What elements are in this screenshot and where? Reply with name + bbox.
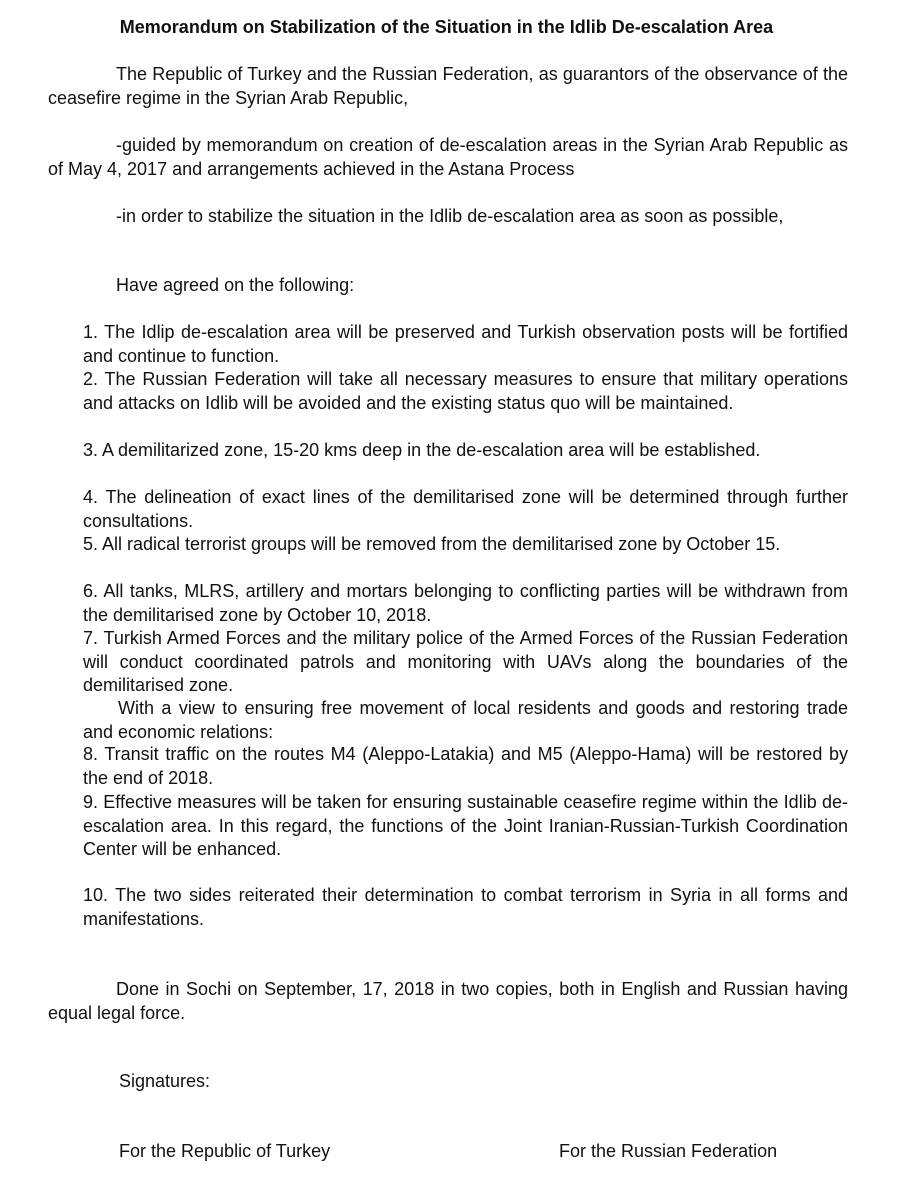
- list-item-6: 6. All tanks, MLRS, artillery and mortars belonging to conflicting parties will be withdrawn from the demilitarised zone by October 10, 2018.: [83, 581, 848, 625]
- signatory-turkey: For the Republic of Turkey: [119, 1141, 331, 1161]
- preamble-parties: The Republic of Turkey and the Russian Federation, as guarantors of the observance of the ceasefire regime in the Syrian Arab Republic,: [48, 64, 848, 108]
- list-item-4: 4. The delineation of exact lines of the demilitarised zone will be determined through further consultations.: [83, 487, 848, 531]
- document-title: Memorandum on Stabilization of the Situation in the Idlib De-escalation Area: [119, 17, 774, 37]
- list-interlude: With a view to ensuring free movement of local residents and goods and restoring trade and economic relations:: [83, 698, 848, 742]
- closing-statement: Done in Sochi on September, 17, 2018 in two copies, both in English and Russian having equal legal force.: [48, 979, 848, 1023]
- preamble-guided-by: -guided by memorandum on creation of de-escalation areas in the Syrian Arab Republic as of May 4, 2017 and arrangements achieved in the Astana Process: [48, 135, 848, 179]
- preamble-in-order-to: -in order to stabilize the situation in the Idlib de-escalation area as soon as possible,: [116, 206, 784, 226]
- list-item-2: 2. The Russian Federation will take all necessary measures to ensure that military operations and attacks on Idlib will be avoided and the existing status quo will be maintained.: [83, 369, 848, 413]
- signatory-russia: For the Russian Federation: [559, 1141, 778, 1161]
- list-item-9: 9. Effective measures will be taken for ensuring sustainable ceasefire regime within the Idlib de-escalation area. In this regard, the functions of the Joint Iranian-Russian-Turkish Coordination Center will be enhanced.: [83, 792, 848, 859]
- list-item-10: 10. The two sides reiterated their determination to combat terrorism in Syria in all forms and manifestations.: [83, 885, 848, 929]
- list-item-1: 1. The Idlip de-escalation area will be preserved and Turkish observation posts will be fortified and continue to function.: [83, 322, 848, 366]
- list-item-5: 5. All radical terrorist groups will be removed from the demilitarised zone by October 15.: [83, 534, 781, 554]
- signatures-label: Signatures:: [119, 1071, 211, 1091]
- list-item-7: 7. Turkish Armed Forces and the military police of the Armed Forces of the Russian Federation will conduct coordinated patrols and monitoring with UAVs along the boundaries of the demilitarised zone.: [83, 628, 848, 695]
- list-item-8: 8. Transit traffic on the routes M4 (Aleppo-Latakia) and M5 (Aleppo-Hama) will be restored by the end of 2018.: [83, 744, 848, 788]
- list-item-3: 3. A demilitarized zone, 15-20 kms deep in the de-escalation area will be established.: [83, 440, 761, 460]
- preamble-agreed: Have agreed on the following:: [116, 275, 355, 295]
